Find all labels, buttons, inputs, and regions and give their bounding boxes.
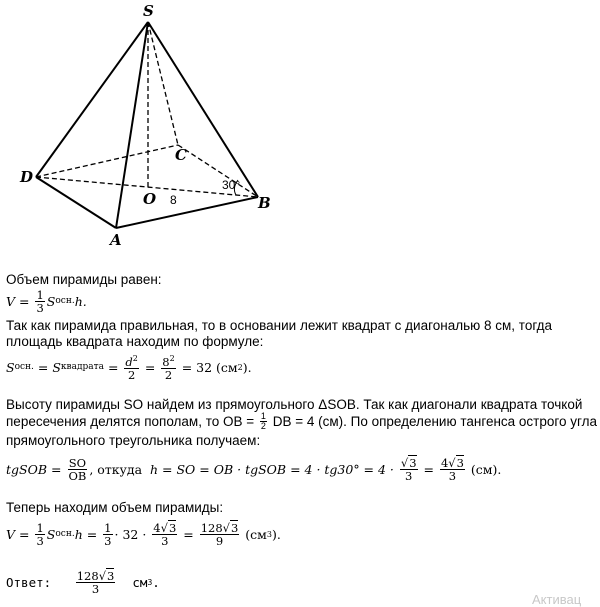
vertex-o: O — [143, 190, 157, 208]
edge-cb — [178, 145, 258, 197]
edge-sb — [148, 22, 258, 197]
edge-dc — [36, 145, 178, 177]
hidden-edges — [36, 22, 258, 197]
pyramid-figure — [0, 0, 300, 250]
activation-watermark: Активац — [532, 592, 582, 607]
paragraph-area-formula: площадь квадрата находим по формуле: — [6, 334, 264, 349]
edge-ab — [116, 197, 258, 228]
paragraph-base-square: Так как пирамида правильная, то в основании лежит квадрат с диагональю 8 см, тогда — [6, 318, 553, 333]
vertex-a: A — [110, 231, 122, 249]
edge-sd — [36, 22, 148, 177]
angle-label: 30° — [222, 178, 241, 192]
length-label: 8 — [170, 193, 177, 207]
formula-volume-result: V = $\frac{1}{3}$ S осн. h = $\frac{1}{3}$ · 32 · $\frac{4√3}{3}$ = $\frac{128√3}{9}$ (см 3 ). — [6, 520, 281, 548]
answer-line: Ответ: $\frac{128√3}{3}$ см 3 . — [6, 568, 160, 596]
paragraph-height-sob: Высоту пирамиды SO найдем из прямоугольного ΔSOB. Так как диагонали квадрата точкой — [6, 397, 583, 412]
vertex-d: D — [20, 168, 34, 186]
paragraph-find-volume: Теперь находим объем пирамиды: — [6, 500, 224, 515]
paragraph-tangent: прямоугольного треугольника получаем: — [6, 433, 261, 448]
formula-base-area: S осн. = S квадрата = $\frac{d^2}{2}$ = $\frac{8^2}{2}$ = 32 (см 2 ). — [6, 354, 252, 382]
paragraph-diagonals: пересечения делятся пополам, то OB = $\frac{1}{2}$ DB = 4 (см). По определению тангенса острого угла — [6, 411, 598, 431]
edge-sc — [148, 22, 178, 145]
vertex-b: B — [258, 194, 271, 212]
vertex-s: S — [143, 2, 154, 20]
edge-da — [36, 177, 116, 228]
formula-height: tgSOB = $\frac{SO}{OB}$ , откуда h = SO = OB · tgSOB = 4 · tg30° = 4 · $\frac{√3}{3}$ = $\frac{4√3}{3}$ (см). — [6, 455, 502, 483]
paragraph-volume-intro: Объем пирамиды равен: — [6, 272, 162, 287]
vertex-c: C — [175, 146, 187, 164]
formula-volume: V = $\frac{1}{3}$ S осн. h. — [6, 287, 87, 315]
